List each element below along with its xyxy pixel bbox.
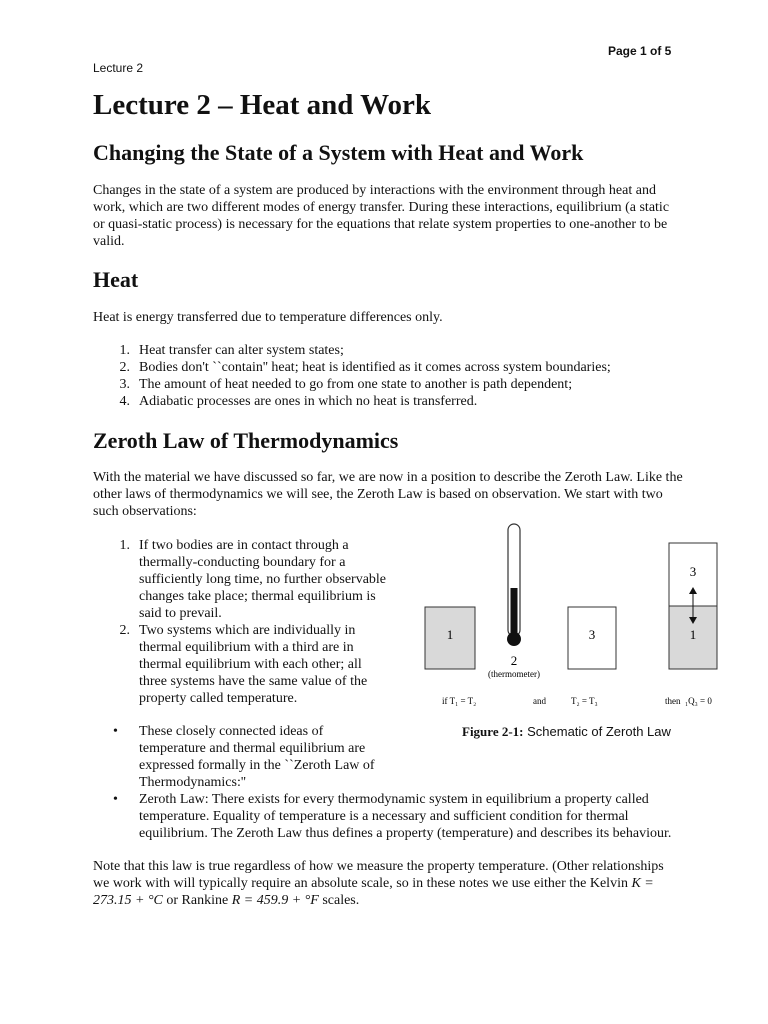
bullet-marker: • [113,724,118,739]
page-title: Lecture 2 – Heat and Work [93,89,432,121]
list-number: 3. [119,377,130,392]
list-item [119,622,391,707]
heat-list [119,342,699,410]
page-number: Page 1 of 5 [608,44,672,58]
zeroth-law-intro: With the material we have discussed so far, we are now in a position to describe the Zeroth Law. Like the other laws of thermodynamics we will see, the Zeroth Law is based on observation. We start with two such observations: [93,470,683,519]
list-item [119,342,699,359]
running-header: Lecture 2 [93,61,144,75]
heat-heading: Heat [93,267,139,292]
zeroth-law-heading: Zeroth Law of Thermodynamics [93,428,399,453]
list-item [119,376,699,393]
list-item [119,393,699,410]
list-item-text: Heat transfer can alter system states; [139,343,344,358]
list-item-text: Zeroth Law: There exists for every thermodynamic system in equilibrium a property called temperature. Equality of temperature is a necessary and sufficient condition for thermal equilibrium. The Zeroth Law thus defines a property (temperature) and describes its behaviour. [139,792,672,841]
list-number: 1. [119,538,130,553]
list-item-text: Adiabatic processes are ones in which no heat is transferred. [139,394,478,409]
figure-caption [462,724,671,740]
intro-paragraph: Changes in the state of a system are produced by interactions with the environment through heat and work, which are two different modes of energy transfer. During these interactions, equilibrium (a static or quasi-static process) is necessary for the equations that relate system properties to one-another to be valid. [93,183,670,249]
thermometer-label: 2 [510,653,518,668]
list-item [119,359,699,376]
rankine-formula: R = 459.9 + °F [231,893,319,908]
list-item [113,791,699,842]
note-text: Note that this law is true regardless of how we measure the property temperature. (Other relationships we work with will typically require an absolute scale, so in these notes we use either the Kelvin [93,859,664,891]
combined-bottom-label: 1 [689,627,697,642]
list-number: 1. [119,343,130,358]
combined-systems-box [669,543,717,669]
figure-caption-text: Schematic of Zeroth Law [523,724,671,739]
system-1-label: 1 [446,627,454,642]
list-item-text: The amount of heat needed to go from one state to another is path dependent; [139,377,573,392]
result: ₁Q₃ = 0 [685,696,712,706]
list-item-text: Bodies don't ``contain'' heat; heat is identified as it comes across system boundaries; [139,360,611,375]
section-title: Changing the State of a System with Heat and Work [93,140,584,165]
condition-2: T₂ = T₃ [571,696,598,706]
observations-list [119,537,391,707]
then-word: then [665,696,681,706]
note-text: or Rankine [162,893,232,908]
note-text: scales. [318,893,360,908]
and-word: and [533,696,546,706]
system-3-label: 3 [588,627,596,642]
note-paragraph [93,858,683,909]
figure-caption-label: Figure 2-1: [462,724,524,739]
list-item-text: If two bodies are in contact through a thermally-conducting boundary for a sufficiently long time, no further observable changes take place; thermal equilibrium is said to prevail. [139,538,387,621]
list-item-text: These closely connected ideas of temperature and thermal equilibrium are expressed formally in the ``Zeroth Law of Thermodynamics:'' [139,724,375,790]
list-number: 2. [119,360,130,375]
heat-definition: Heat is energy transferred due to temperature differences only. [93,310,443,325]
zeroth-law-bullets [113,723,699,842]
list-item [119,537,391,622]
list-number: 4. [119,394,130,409]
kelvin-formula: K = 273.15 + °C [93,876,654,908]
combined-top-label: 3 [689,564,697,579]
bullet-marker: • [113,792,118,807]
thermometer-icon [507,524,521,646]
condition-1: if T₁ = T₂ [442,696,477,706]
thermometer-caption: (thermometer) [488,669,540,679]
list-item-text: Two systems which are individually in thermal equilibrium with a third are in thermal equilibrium with each other; all three systems have the same value of the property called temperature. [139,623,368,706]
list-number: 2. [119,623,130,638]
list-item [113,723,391,791]
zeroth-law-figure [420,520,730,720]
